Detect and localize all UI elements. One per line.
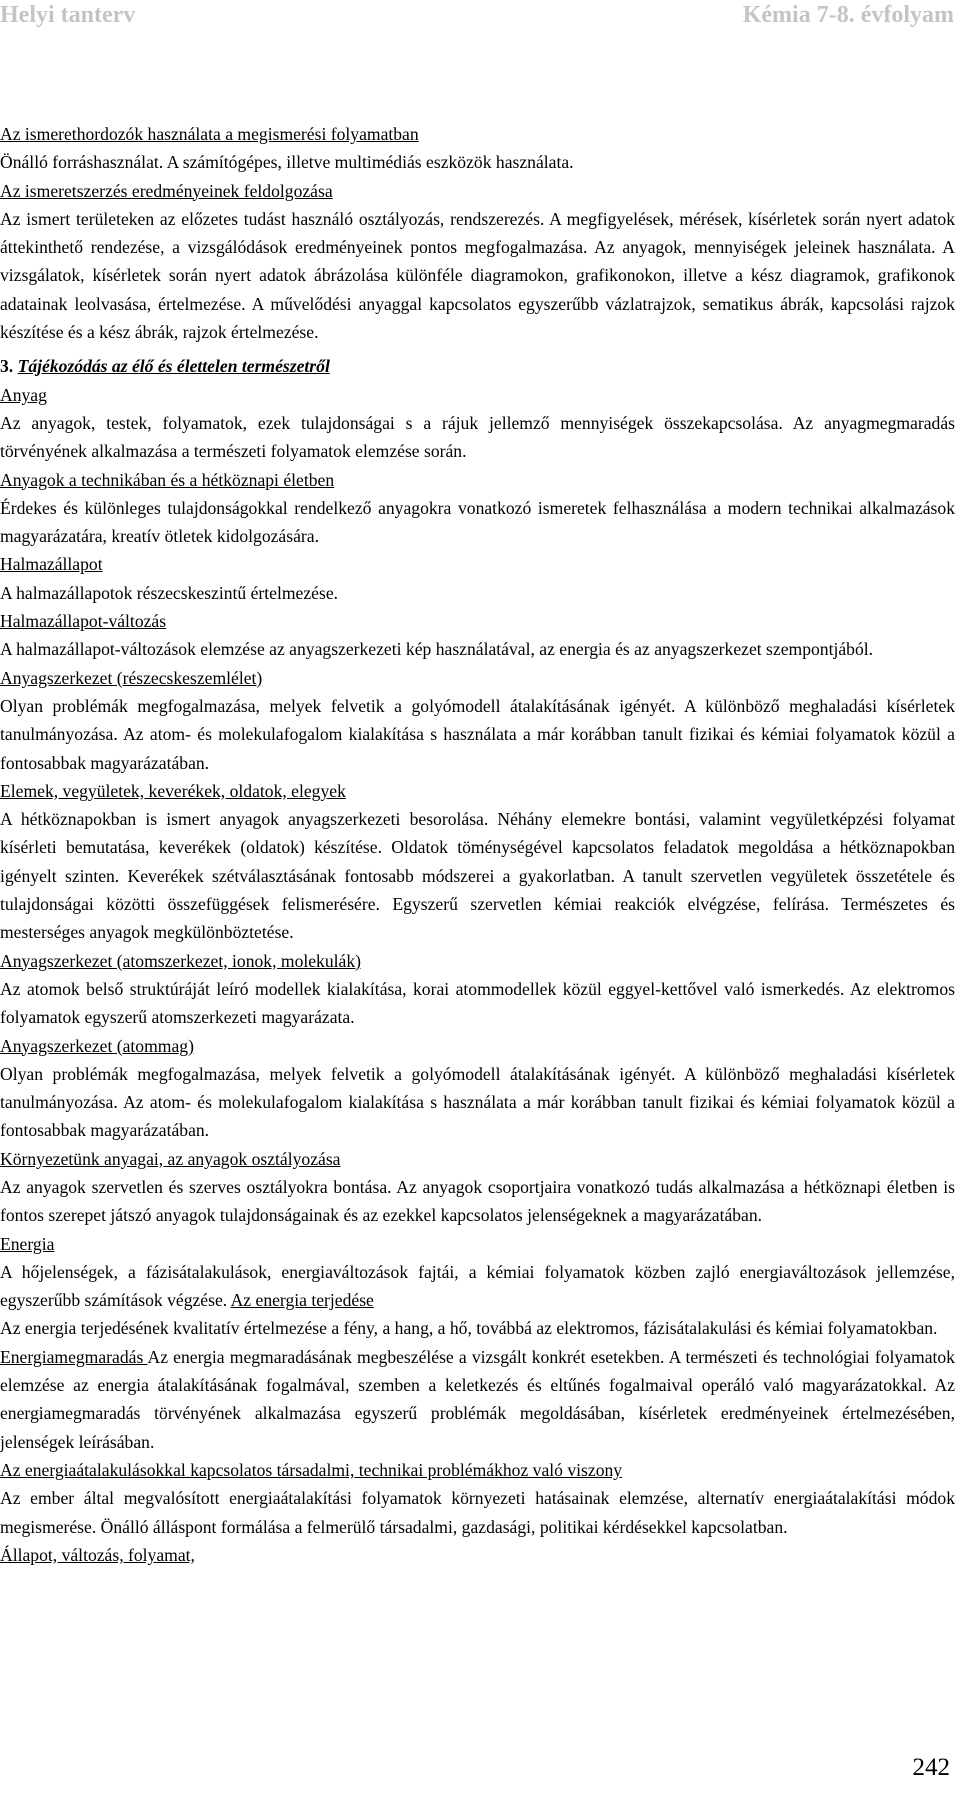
paragraph-reszecskeszemlelet: Olyan problémák megfogalmazása, melyek felvetik a golyómodell átalakításának igényét. A különböző meghaladási kísérletek tanulmányozása. Az atom- és molekulafogalom kialakítása s használata a már korábban tanult fizikai és kémiai folyamatok közül a fontosabbak magyarázatában. — [0, 695, 955, 773]
document-body — [0, 120, 955, 1569]
heading-halmazallapot-valtozas: Halmazállapot-változás — [0, 611, 167, 632]
heading-energia-terjedese: Az energia terjedése — [230, 1290, 374, 1311]
paragraph-energiamegmaradas — [0, 1343, 955, 1456]
section-3-number: 3. — [0, 356, 18, 377]
heading-energiamegmaradas: Energiamegmaradás — [0, 1346, 148, 1367]
heading-allapot-valtozas-folyamat: Állapot, változás, folyamat, — [0, 1544, 195, 1565]
heading-anyag: Anyag — [0, 384, 47, 405]
heading-ismerethordozok: Az ismerethordozók használata a megismerési folyamatban — [0, 124, 419, 144]
paragraph-energia-terjedese: Az energia terjedésének kvalitatív értelmezése a fény, a hang, a hő, továbbá az elektromos, fázisátalakulási és kémiai folyamatokban. — [0, 1318, 938, 1339]
header-subject-grade: Kémia 7-8. évfolyam — [742, 2, 954, 28]
paragraph-onallo: Önálló forráshasználat. A számítógépes, illetve multimédiás eszközök használata. — [0, 152, 574, 173]
paragraph-energia — [0, 1258, 955, 1315]
page-header — [0, 0, 960, 35]
heading-tarsadalmi-problemak: Az energiaátalakulásokkal kapcsolatos társadalmi, technikai problémákhoz való viszony — [0, 1459, 623, 1480]
heading-technika: Anyagok a technikában és a hétköznapi életben — [0, 469, 335, 490]
paragraph-technika: Érdekes és különleges tulajdonságokkal rendelkező anyagokra vonatkozó ismeretek felhasználása a modern technikai alkalmazások magyarázatára, kreatív ötletek kidolgozására. — [0, 497, 955, 547]
heading-atommag: Anyagszerkezet (atommag) — [0, 1035, 194, 1056]
paragraph-kornyezet: Az anyagok szervetlen és szerves osztályokra bontása. Az anyagok csoportjaira vonatkozó tudás alkalmazása a hétköznapi életben is fontos szerepet játszó anyagok tulajdonságainak és az ezekkel kapcsolatos jelenségeknek a magyarázatában. — [0, 1176, 955, 1226]
paragraph-atommag: Olyan problémák megfogalmazása, melyek felvetik a golyómodell átalakításának igényét. A különböző meghaladási kísérletek tanulmányozása. Az atom- és molekulafogalom kialakítása s használata a már korábban tanult fizikai és kémiai folyamatok közül a fontosabbak magyarázatában. — [0, 1063, 955, 1141]
section-3-title: Tájékozódás az élő és élettelen természetről — [17, 356, 330, 377]
section-3-heading — [0, 352, 955, 380]
heading-reszecskeszemlelet: Anyagszerkezet (részecskeszemlélet) — [0, 667, 263, 688]
paragraph-anyag: Az anyagok, testek, folyamatok, ezek tulajdonságai s a rájuk jellemző mennyiségek összekapcsolása. Az anyagmegmaradás törvényének alkalmazása a természeti folyamatok elemzése során. — [0, 412, 955, 462]
paragraph-elemek: A hétköznapokban is ismert anyagok anyagszerkezeti besorolása. Néhány elemekre bontási, valamint vegyületképzési folyamat kísérleti bemutatása, keverékek (oldatok) készítése. Oldatok töménységével kapcsolatos feladatok megoldása a hétköznapokban igényelt szinten. Keverékek szétválasztásának fontosabb módszerei a gyakorlatban. A tanult szervetlen vegyületek összetétele és tulajdonságai közötti összefüggések felismerésére. Egyszerű szervetlen kémiai reakciók elvégzése, felírása. Természetes és mesterséges anyagok megkülönböztetése. — [0, 809, 955, 943]
paragraph-atomszerkezet: Az atomok belső struktúráját leíró modellek kialakítása, korai atommodellek közül eggyel-kettővel való ismerkedés. Az elektromos folyamatok egyszerű atomszerkezeti magyarázata. — [0, 978, 955, 1028]
paragraph-tarsadalmi-problemak: Az ember által megvalósított energiaátalakítási folyamatok környezeti hatásainak elemzése, alternatív energiaátalakítási módok megismerése. Önálló álláspont formálása a felmerülő társadalmi, gazdasági, politikai kérdésekkel kapcsolatban. — [0, 1488, 955, 1537]
heading-energia: Energia — [0, 1233, 55, 1254]
header-curriculum-title: Helyi tanterv — [0, 2, 136, 28]
paragraph-halmazallapot-valtozas: A halmazállapot-változások elemzése az anyagszerkezeti kép használatával, az energia és az anyagszerkezet szempontjából. — [0, 639, 874, 660]
heading-kornyezet: Környezetünk anyagai, az anyagok osztályozása — [0, 1148, 341, 1169]
paragraph-ismeretszerzes: Az ismert területeken az előzetes tudást használó osztályozás, rendszerezés. A megfigyelések, mérések, kísérletek során nyert adatok áttekinthető rendezése, a vizsgálódások eredményeinek pontos megfogalmazása. Az anyagok, mennyiségek jeleinek használata. A vizsgálatok, kísérletek során nyert adatok ábrázolása különféle diagramokon, grafikonokon, illetve a kész diagramok, grafikonok adatainak leolvasása, értelmezése. A művelődési anyaggal kapcsolatos egyszerűbb vázlatrajzok, sematikus ábrák, kapcsolási rajzok készítése és a kész ábrák, rajzok értelmezése. — [0, 208, 955, 343]
page-number: 242 — [912, 1754, 950, 1781]
paragraph-energiamegmaradas-text: Az energia megmaradásának megbeszélése a vizsgált konkrét esetekben. A természeti és technológiai folyamatok elemzése az energia átalakításának fogalmával, szemben a keletkezés és eltűnés fogalmaival operáló való magyarázatokkal. Az energiamegmaradás törvényének alkalmazása egyszerű problémák megoldásában, kísérletek eredményeinek értelmezésében, jelenségek leírásában. — [0, 1346, 955, 1452]
heading-elemek: Elemek, vegyületek, keverékek, oldatok, elegyek — [0, 780, 346, 801]
heading-ismeretszerzes: Az ismeretszerzés eredményeinek feldolgozása — [0, 180, 333, 201]
paragraph-halmazallapot: A halmazállapotok részecskeszintű értelmezése. — [0, 582, 339, 603]
paragraph-energia-text: A hőjelenségek, a fázisátalakulások, energiaváltozások fajtái, a kémiai folyamatok közben zajló energiaváltozások jellemzése, egyszerűbb számítások végzése. — [0, 1261, 955, 1311]
heading-atomszerkezet: Anyagszerkezet (atomszerkezet, ionok, molekulák) — [0, 950, 362, 971]
heading-halmazallapot: Halmazállapot — [0, 554, 103, 575]
